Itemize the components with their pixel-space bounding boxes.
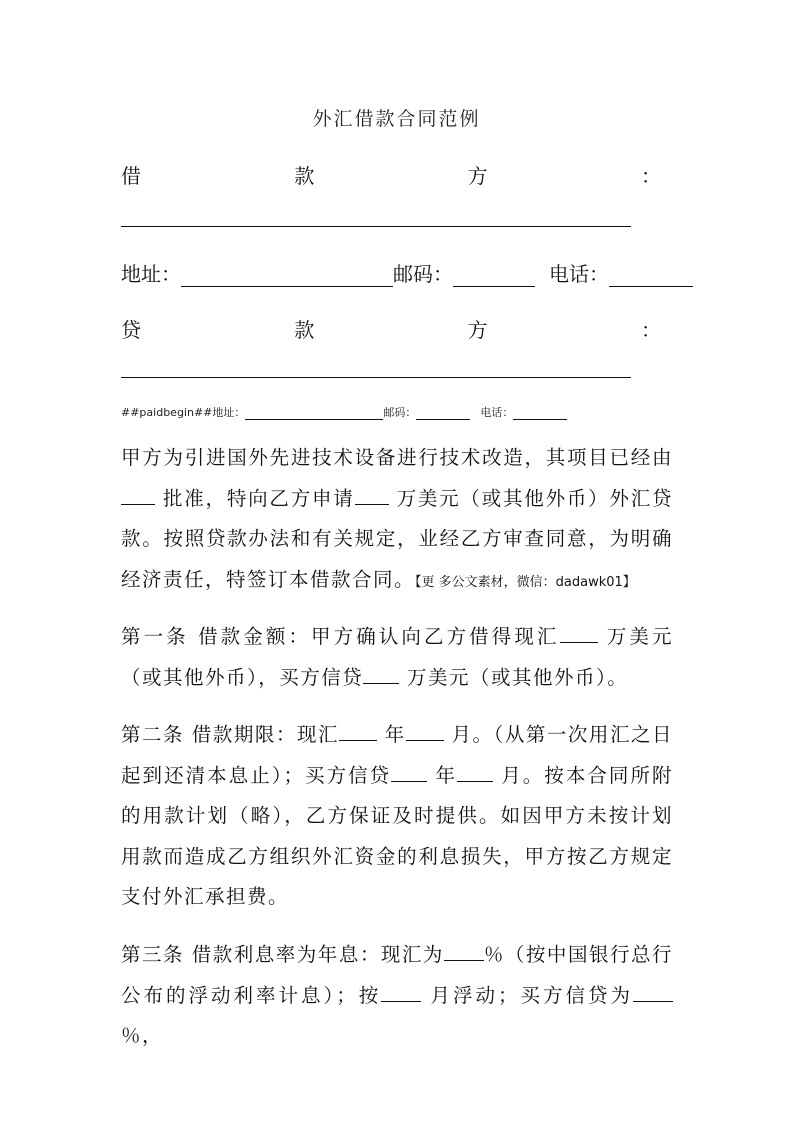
credit-years-blank	[391, 763, 427, 782]
lender-char-3: 方	[467, 318, 488, 342]
intro-paragraph	[121, 438, 673, 603]
borrower-colon: ：	[640, 164, 661, 188]
article-2-text-4: 年	[427, 763, 457, 787]
article-2	[121, 715, 673, 918]
lender-char-2: 款	[294, 318, 315, 342]
credit-rate-blank	[633, 983, 673, 1002]
cash-rate-blank	[444, 942, 484, 961]
lender-char-1: 贷	[121, 318, 141, 342]
article-2-text-2: 年	[377, 723, 406, 746]
lender-name-blank	[121, 377, 631, 378]
borrower-label	[121, 160, 661, 189]
credit-amount-blank	[363, 665, 399, 684]
borrower-char-3: 方	[467, 164, 488, 188]
lender-tel-blank	[513, 408, 567, 420]
lender-zip-blank	[416, 408, 470, 420]
borrower-zip-blank	[453, 266, 535, 287]
page-title: 外汇借款合同范例	[312, 108, 481, 130]
article-1-text-1: 第一条 借款金额：甲方确认向乙方借得现汇	[121, 625, 560, 648]
float-months-blank	[381, 983, 421, 1002]
lender-label	[121, 314, 661, 343]
article-3-text-4: ％，	[121, 1024, 164, 1047]
article-2-text-1: 第二条 借款期限：现汇	[121, 723, 339, 746]
article-2-text-3: 月。（从第一次用汇之日起到还清本息止）；买方信贷	[121, 723, 674, 787]
article-1-text-2: 万美元（或其他外币），买方信贷	[121, 625, 674, 689]
intro-text-2: 批准，特向乙方申请	[155, 486, 355, 510]
cash-months-blank	[406, 722, 444, 741]
lender-contact-row	[121, 404, 567, 420]
approver-blank	[121, 486, 155, 505]
loan-amount-blank	[355, 486, 389, 505]
borrower-contact-row	[121, 258, 693, 287]
borrower-char-2: 款	[294, 164, 315, 188]
borrower-char-1: 借	[121, 164, 141, 188]
cash-amount-blank	[560, 624, 598, 643]
borrower-address-label: 地址：	[121, 262, 181, 286]
lender-address-label: ##paidbegin##地址：	[121, 406, 246, 419]
cash-years-blank	[339, 722, 377, 741]
lender-tel-label: 电话：	[480, 406, 514, 419]
borrower-zip-label: 邮码：	[393, 262, 453, 286]
promo-note: 【更 多公文素材，微信：dadawk01】	[415, 574, 636, 590]
article-2-text-5: 月。按本合同所附的用款计划（略），乙方保证及时提供。如因甲方未按计划用款而造成乙方组织外汇资金的利息损失，甲方按乙方规定支付外汇承担费。	[121, 763, 673, 908]
borrower-address-blank	[181, 266, 393, 287]
lender-address-blank	[245, 408, 383, 420]
article-1-text-3: 万美元（或其他外币）。	[399, 665, 629, 689]
lender-colon: ：	[640, 318, 661, 342]
credit-months-blank	[457, 763, 493, 782]
article-3-text-2: ％（按中国银行总行公布的浮动利率计息）；按	[121, 943, 673, 1007]
borrower-tel-blank	[609, 266, 693, 287]
borrower-tel-label: 电话：	[549, 262, 609, 286]
article-1	[121, 617, 673, 698]
article-3	[121, 935, 673, 1057]
borrower-name-blank	[121, 226, 631, 227]
article-3-text-3: 月浮动；买方信贷为	[421, 983, 633, 1007]
lender-zip-label: 邮码：	[383, 406, 417, 419]
intro-text-3: 万美元（或其他外币）外汇贷款。按照贷款办法和有关规定，业经乙方审查同意，为明确经济责任，特签订本借款合同。	[121, 486, 674, 591]
intro-text-1: 甲方为引进国外先进技术设备进行技术改造，其项目已经由	[121, 446, 673, 469]
article-3-text-1: 第三条 借款利息率为年息：现汇为	[121, 943, 444, 966]
